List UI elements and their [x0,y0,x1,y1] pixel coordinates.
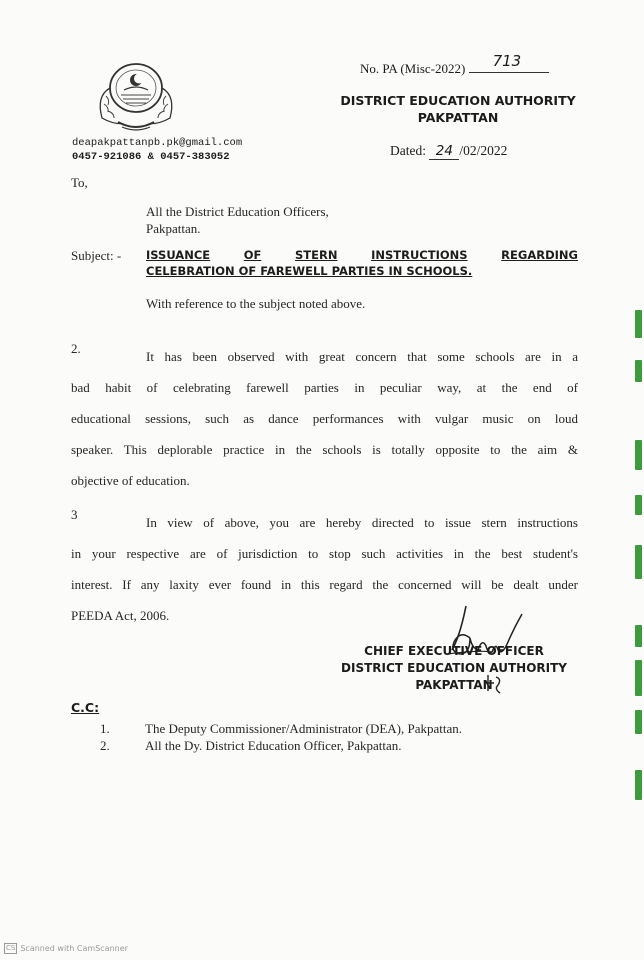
paragraph-2-line-5: objective of education. [71,473,190,488]
date-month-year: /02/2022 [459,143,508,158]
scanner-watermark [4,943,128,954]
edge-tab [635,360,642,382]
paragraph-2-line-1: It has been observed with great concern that some schools are in a [146,349,578,364]
scanner-text: Scanned with CamScanner [20,944,128,953]
signature-block [328,643,580,694]
subject-word: ISSUANCE [146,248,211,262]
paragraph-2-line-4: speaker. This deplorable practice in the schools is totally opposite to the aim & [71,442,578,457]
reference-number [360,52,549,77]
paragraph-2-line-2: bad habit of celebrating farewell parties in peculiar way, at the end of [71,380,578,395]
government-emblem-logo [88,48,184,138]
cc-label: C.C: [71,700,100,715]
cc-item-text: The Deputy Commissioner/Administrator (DEA), Pakpattan. [145,721,463,736]
contact-email: deapakpattanpb.pk@gmail.com [72,137,243,149]
paragraph-2-line-3: educational sessions, such as dance performances with vulgar music on loud [71,411,578,426]
paragraph-3-line-3: interest. If any laxity ever found in this regard the concerned will be dealt under [71,577,578,592]
signatory-authority: DISTRICT EDUCATION AUTHORITY [341,661,567,675]
reference-label: No. PA (Misc-2022) [360,61,466,76]
subject-text [146,247,578,279]
recipient-block [146,203,329,237]
subject-line-2: CELEBRATION OF FAREWELL PARTIES IN SCHOOLS. [146,264,473,278]
cc-item-number: 2. [100,738,110,753]
cc-item-1 [100,720,462,737]
edge-tab [635,440,642,470]
date-label: Dated: [390,143,426,158]
paragraph-3-line-4: PEEDA Act, 2006. [71,608,170,623]
edge-tab [635,625,642,647]
edge-tab [635,660,642,696]
handwritten-reference-number: 713 [492,52,522,70]
edge-tab [635,710,642,734]
paragraph-3-line-1: In view of above, you are hereby directed to issue stern instructions [146,515,578,530]
recipient-line-1: All the District Education Officers, [146,204,329,219]
cc-item-text: All the Dy. District Education Officer, Pakpattan. [145,738,402,753]
subject-word: INSTRUCTIONS [371,248,468,262]
scanner-badge: CS [6,944,16,952]
to-label: To, [71,175,88,190]
paragraph-3-number: 3 [71,507,78,522]
reference-sentence: With reference to the subject noted above. [146,296,366,311]
cc-list [100,720,462,754]
edge-tab [635,770,642,800]
authority-city: PAKPATTAN [417,110,499,125]
subject-label: Subject: - [71,248,122,263]
cc-item-2 [100,737,462,754]
date-day: 24 [429,143,459,160]
page-edge-tabs [630,290,644,960]
paragraph-3-line-2: in your respective are of jurisdiction to stop such activities in the best student's [71,546,578,561]
authority-heading [330,92,586,126]
subject-line-1 [146,247,578,263]
initials-scribble [484,673,504,695]
edge-tab [635,495,642,515]
contact-phone: 0457-921086 & 0457-383052 [72,151,230,163]
authority-name: DISTRICT EDUCATION AUTHORITY [340,93,576,108]
recipient-line-2: Pakpattan. [146,221,201,236]
reference-number-blank [469,52,549,73]
contact-info [72,136,242,164]
edge-tab [635,545,642,579]
signatory-city: PAKPATTAN [415,678,493,692]
subject-word: REGARDING [501,248,578,262]
cc-item-number: 1. [100,721,110,736]
signatory-title: CHIEF EXECUTIVE OFFICER [364,644,544,658]
edge-tab [635,310,642,338]
letter-date [390,143,507,160]
subject-word: STERN [295,248,338,262]
paragraph-2 [71,341,578,496]
paragraph-2-number: 2. [71,341,81,356]
subject-word: OF [243,248,262,262]
